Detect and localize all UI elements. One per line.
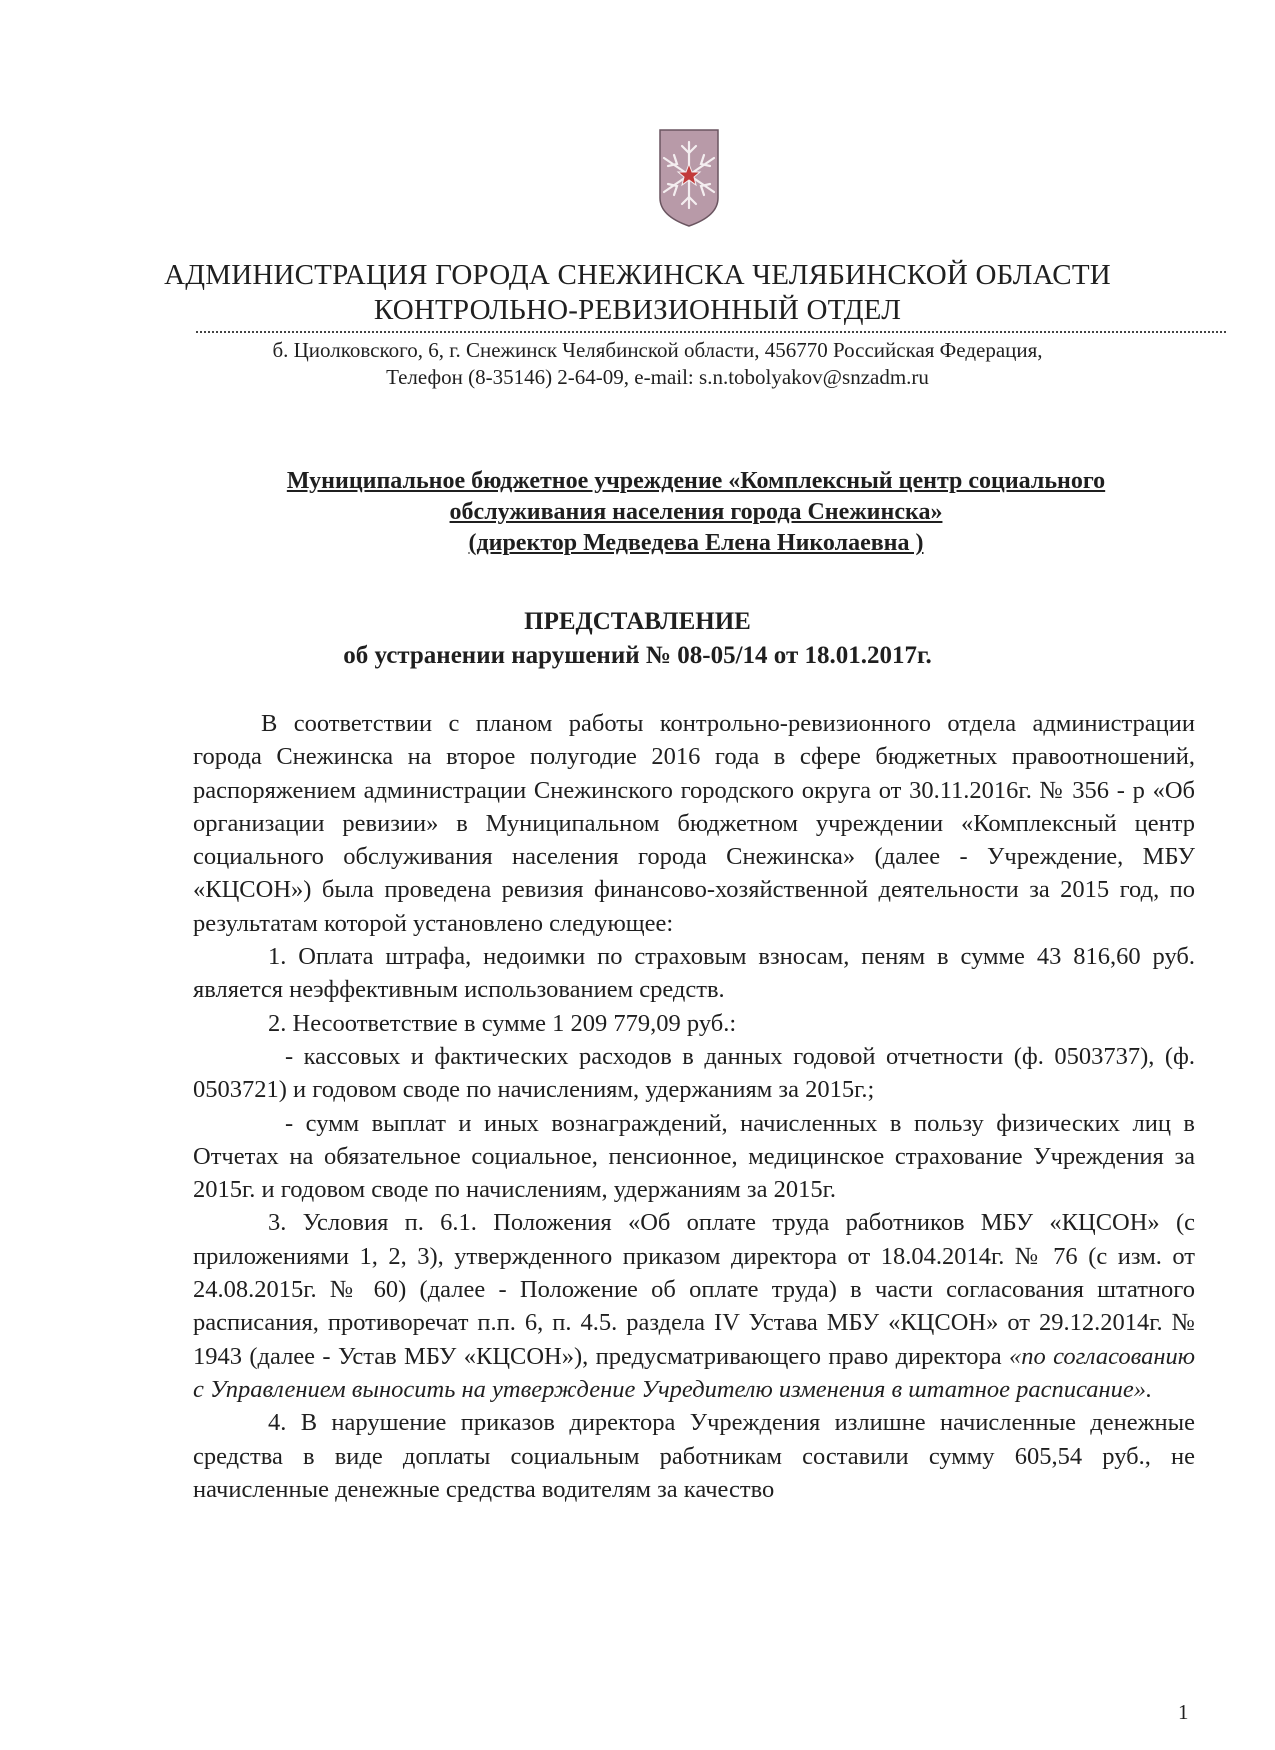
document-subtitle: об устранении нарушений № 08-05/14 от 18.01.2017г. [343, 642, 932, 669]
contact-details: Телефон (8-35146) 2-64-09, e-mail: s.n.tobolyakov@snzadm.ru [386, 365, 929, 389]
finding-2-a: - кассовых и фактических расходов в данных годовой отчетности (ф. 0503737), (ф. 0503721) и годовом своде по начислениям, удержаниям за 2015г.; [193, 1042, 1195, 1104]
finding-3-quote: «по согласованию с Управлением выносить на утверждение Учредителю изменения в штатное расписание». [193, 1342, 1195, 1403]
recipient-line-3: (директор Медведева Елена Николаевна ) [468, 530, 924, 556]
organization-name: АДМИНИСТРАЦИЯ ГОРОДА СНЕЖИНСКА ЧЕЛЯБИНСКОЙ ОБЛАСТИ [164, 259, 1111, 291]
finding-3-text: 3. Условия п. 6.1. Положения «Об оплате труда работников МБУ «КЦСОН» (с приложениями 1, 2, 3), утвержденного приказом директора от 18.04.2014г. № 76 (с изм. от 24.08.2015г. № 60) (далее - Положение об оплате труда) в части согласования штатного расписания, противоречат п.п. 6, п. 4.5. раздела IV Устава МБУ «КЦСОН» от 29.12.2014г. № 1943 (далее - Устав МБУ «КЦСОН»), предусматривающего право директора [193, 1209, 1195, 1370]
finding-2-b: - сумм выплат и иных вознаграждений, начисленных в пользу физических лиц в Отчетах на обязательное социальное, пенсионное, медицинское страхование Учреждения за 2015г. и годовом своде по начислениям, удержаниям за 2015г. [193, 1109, 1195, 1204]
finding-1: 1. Оплата штрафа, недоимки по страховым взносам, пеням в сумме 43 816,60 руб. является неэффективным использованием средств. [193, 943, 1195, 1004]
postal-address: б. Циолковского, 6, г. Снежинск Челябинской области, 456770 Российская Федерация, [272, 338, 1043, 362]
document-body [193, 707, 1195, 1506]
header-divider [196, 331, 1226, 333]
snowflake-coat-of-arms-icon [658, 128, 720, 228]
recipient-line-2: обслуживания населения города Снежинска» [449, 499, 943, 525]
page-number: 1 [1178, 1700, 1189, 1724]
finding-4: 4. В нарушение приказов директора Учреждения излишне начисленные денежные средства в виде доплаты социальным работникам составили сумму 605,54 руб., не начисленные денежные средства водителям за качество [193, 1409, 1195, 1503]
finding-2: 2. Несоответствие в сумме 1 209 779,09 руб.: [268, 1009, 737, 1037]
recipient-block [196, 466, 1196, 559]
document-title: ПРЕДСТАВЛЕНИЕ [524, 608, 751, 635]
recipient-line-1: Муниципальное бюджетное учреждение «Комплексный центр социального [286, 468, 1106, 494]
intro-paragraph: В соответствии с планом работы контрольно-ревизионного отдела администрации города Снежинска на второе полугодие 2016 года в сфере бюджетных правоотношений, распоряжением администрации Снежинского городского округа от 30.11.2016г. № 356 - р «Об организации ревизии» в Муниципальном бюджетном учреждении «Комплексный центр социального обслуживания населения города Снежинска» (далее - Учреждение, МБУ «КЦСОН») была проведена ревизия финансово-хозяйственной деятельности за 2015 год, по результатам которой установлено следующее: [193, 710, 1195, 937]
finding-3 [193, 1206, 1195, 1406]
department-name: КОНТРОЛЬНО-РЕВИЗИОННЫЙ ОТДЕЛ [373, 294, 902, 326]
